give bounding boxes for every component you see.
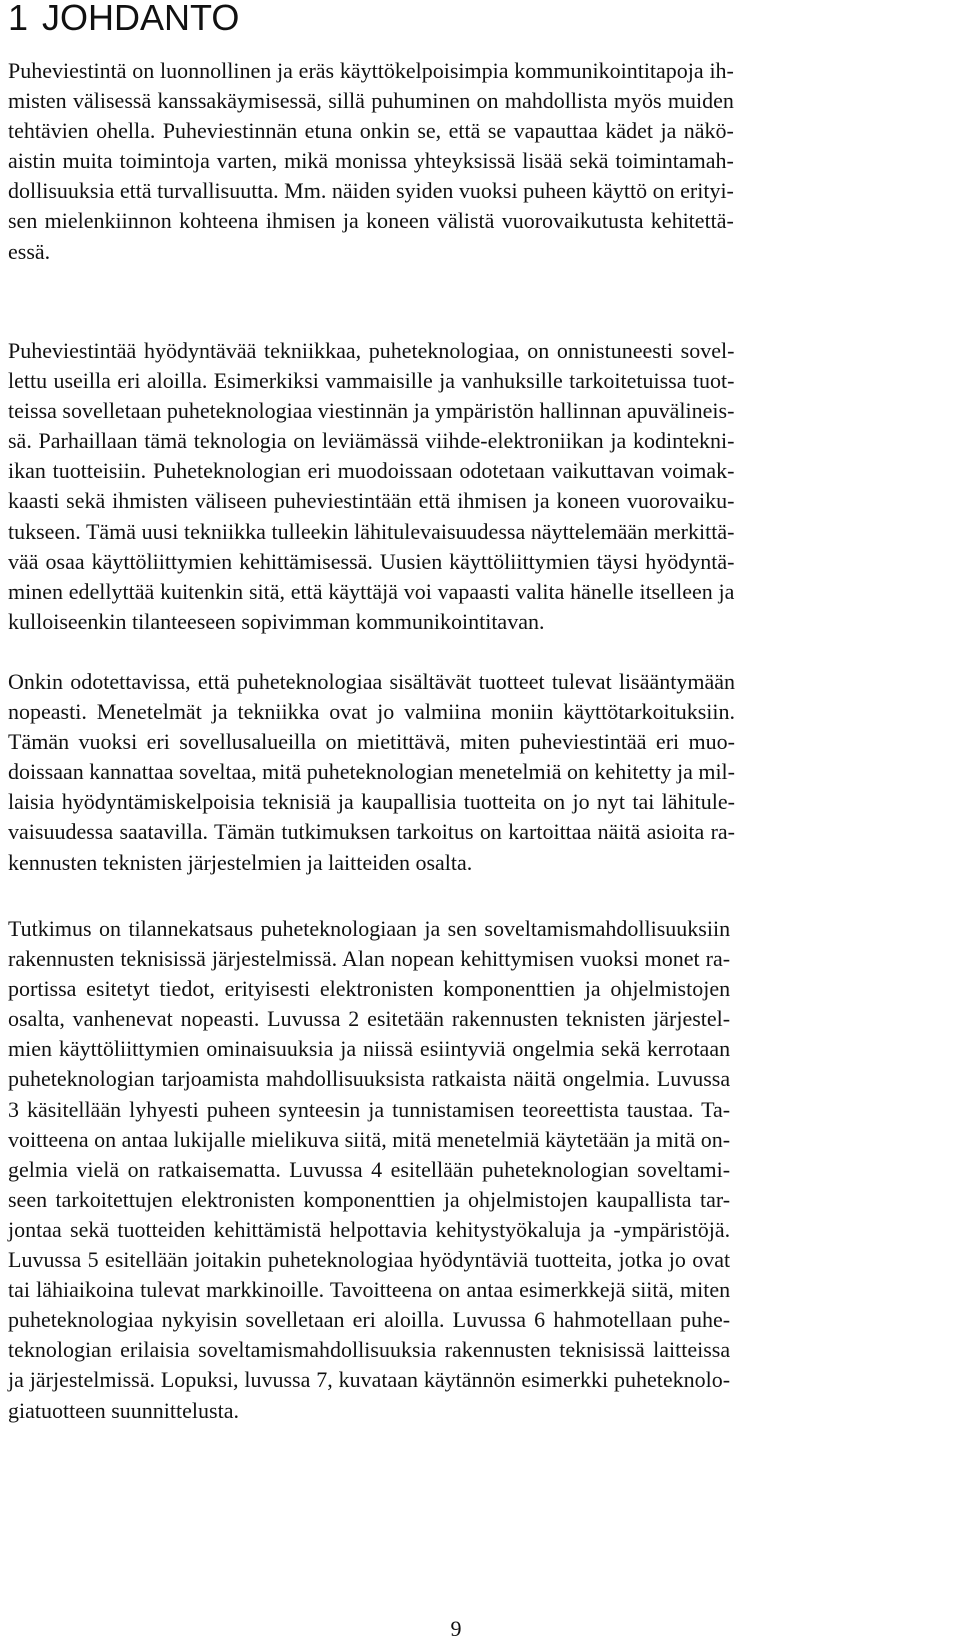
paragraph-line: Onkin odotettavissa, että puheteknologiaa sisältävät tuotteet tulevat lisääntymään <box>8 669 735 694</box>
paragraph-2 <box>8 336 734 637</box>
paragraph-line: sen mielenkiinnon kohteena ihmisen ja koneen välistä vuorovaikutusta kehitettä- <box>8 208 734 234</box>
paragraph-line: minen edellyttää kuitenkin sitä, että käyttäjä voi vapaasti valita hänelle itselleen ja <box>8 578 735 604</box>
paragraph-line: voitteena on antaa lukijalle mielikuva siitä, mitä menetelmiä käytetään ja mitä on- <box>8 1126 731 1152</box>
paragraph-line: vää osaa käyttöliittymien kehittämisessä. Uusien käyttöliittymien täysi hyödyntä- <box>8 548 735 574</box>
paragraph-line: nopeasti. Menetelmät ja tekniikka ovat jo valmiina moniin käyttötarkoituksiin. <box>8 699 735 725</box>
paragraph-line: aistin muita toimintoja varten, mikä monissa yhteyksissä lisää sekä toimintamah- <box>8 148 734 174</box>
paragraph-line: Tämän vuoksi eri sovellusalueilla on mietittävä, miten puheviestintää eri muo- <box>8 729 735 755</box>
paragraph-line: ikan tuotteisiin. Puheteknologian eri muodoissaan odotetaan vaikuttavan voimak- <box>8 458 735 484</box>
paragraph-line: mien käyttöliittymien ominaisuuksia ja niissä esiintyviä ongelmia sekä kerrotaan <box>8 1036 731 1062</box>
paragraph-line: gelmia vielä on ratkaisematta. Luvussa 4 esitellään puheteknologian soveltami- <box>8 1156 731 1182</box>
paragraph-3 <box>8 667 735 878</box>
paragraph-line: rakennusten teknisissä järjestelmissä. Alan nopean kehittymisen vuoksi monet ra- <box>8 946 731 972</box>
paragraph-line: Puheviestintää hyödyntävää tekniikkaa, puheteknologiaa, on onnistuneesti sovel- <box>8 338 735 363</box>
paragraph-line: tukseen. Tämä uusi tekniikka tulleekin lähitulevaisuudessa näyttelemään merkittä- <box>8 518 735 544</box>
paragraph-line: teknologian erilaisia soveltamismahdollisuuksia rakennusten teknisissä laitteissa <box>8 1337 731 1363</box>
paragraph-line: kaasti sekä ihmisten väliseen puheviestintään että ihmisen ja koneen vuorovaiku- <box>8 488 735 514</box>
paragraph-line: portissa esitetyt tiedot, erityisesti elektronisten komponenttien ja ohjelmistojen <box>8 976 731 1002</box>
paragraph-line: Luvussa 5 esitellään joitakin puheteknologiaa hyödyntäviä tuotteita, jotka jo ovat <box>8 1247 731 1273</box>
paragraph-line: puheteknologian tarjoamista mahdollisuuksista ratkaista näitä ongelmia. Luvussa <box>8 1066 731 1092</box>
paragraph-line: tai lähiaikoina tulevat markkinoille. Tavoitteena on antaa esimerkkejä siitä, miten <box>8 1277 731 1303</box>
paragraph-line: tehtävien ohella. Puheviestinnän etuna onkin se, että se vapauttaa kädet ja näkö- <box>8 118 734 144</box>
paragraph-line: lettu useilla eri aloilla. Esimerkiksi vammaisille ja vanhuksille tarkoitetuissa tuot- <box>8 368 735 394</box>
paragraph-line: kennusten teknisten järjestelmien ja laitteiden osalta. <box>8 849 473 875</box>
paragraph-line: 3 käsitellään lyhyesti puheen synteesin ja tunnistamisen teoreettista taustaa. Ta- <box>8 1096 731 1122</box>
paragraph-line: Tutkimus on tilannekatsaus puheteknologiaan ja sen soveltamismahdollisuuksiin <box>8 916 731 941</box>
paragraph-line: misten välisessä kanssakäymisessä, sillä puhuminen on mahdollista myös muiden <box>8 88 734 114</box>
paragraph-line: ja järjestelmissä. Lopuksi, luvussa 7, kuvataan käytännön esimerkki puheteknolo- <box>8 1367 731 1393</box>
paragraph-line: essä. <box>8 238 51 264</box>
paragraph-line: seen tarkoitettujen elektronisten komponenttien ja ohjelmistojen kaupallista tar- <box>8 1186 731 1212</box>
paragraph-line: teissa sovelletaan puheteknologiaa viestinnän ja ympäristön hallinnan apuvälineis- <box>8 398 735 424</box>
paragraph-line: Puheviestintä on luonnollinen ja eräs käyttökelpoisimpia kommunikointitapoja ih- <box>8 58 734 83</box>
chapter-heading <box>8 0 912 36</box>
paragraph-line: kulloiseenkin tilanteeseen sopivimman kommunikointitavan. <box>8 608 545 634</box>
document-page <box>8 0 912 1423</box>
paragraph-1 <box>8 56 734 267</box>
paragraph-line: laisia hyödyntämiskelpoisia teknisiä ja kaupallisia tuotteita on jo nyt tai lähitule- <box>8 789 735 815</box>
paragraph-line: puheteknologiaa nykyisin sovelletaan eri aloilla. Luvussa 6 hahmotellaan puhe- <box>8 1307 731 1333</box>
paragraph-line: giatuotteen suunnittelusta. <box>8 1397 239 1423</box>
paragraph-line: doissaan kannattaa soveltaa, mitä puheteknologian menetelmiä on kehitetty ja mil- <box>8 759 735 785</box>
paragraph-4 <box>8 914 730 1426</box>
page-number: 9 <box>450 1616 462 1641</box>
paragraph-line: jontaa sekä tuotteiden kehittämistä helpottavia kehitystyökaluja ja -ympäristöjä. <box>8 1216 731 1242</box>
chapter-title: JOHDANTO <box>42 0 240 38</box>
paragraph-line: dollisuuksia että turvallisuutta. Mm. näiden syiden vuoksi puheen käyttö on erityi- <box>8 178 734 204</box>
chapter-number: 1 <box>8 0 29 38</box>
paragraph-line: osalta, vanhenevat nopeasti. Luvussa 2 esitetään rakennusten teknisten järjestel- <box>8 1006 731 1032</box>
paragraph-line: vaisuudessa saatavilla. Tämän tutkimuksen tarkoitus on kartoittaa näitä asioita ra- <box>8 819 735 845</box>
paragraph-line: sä. Parhaillaan tämä teknologia on leviämässä viihde-elektroniikan ja kodintekni- <box>8 428 735 454</box>
